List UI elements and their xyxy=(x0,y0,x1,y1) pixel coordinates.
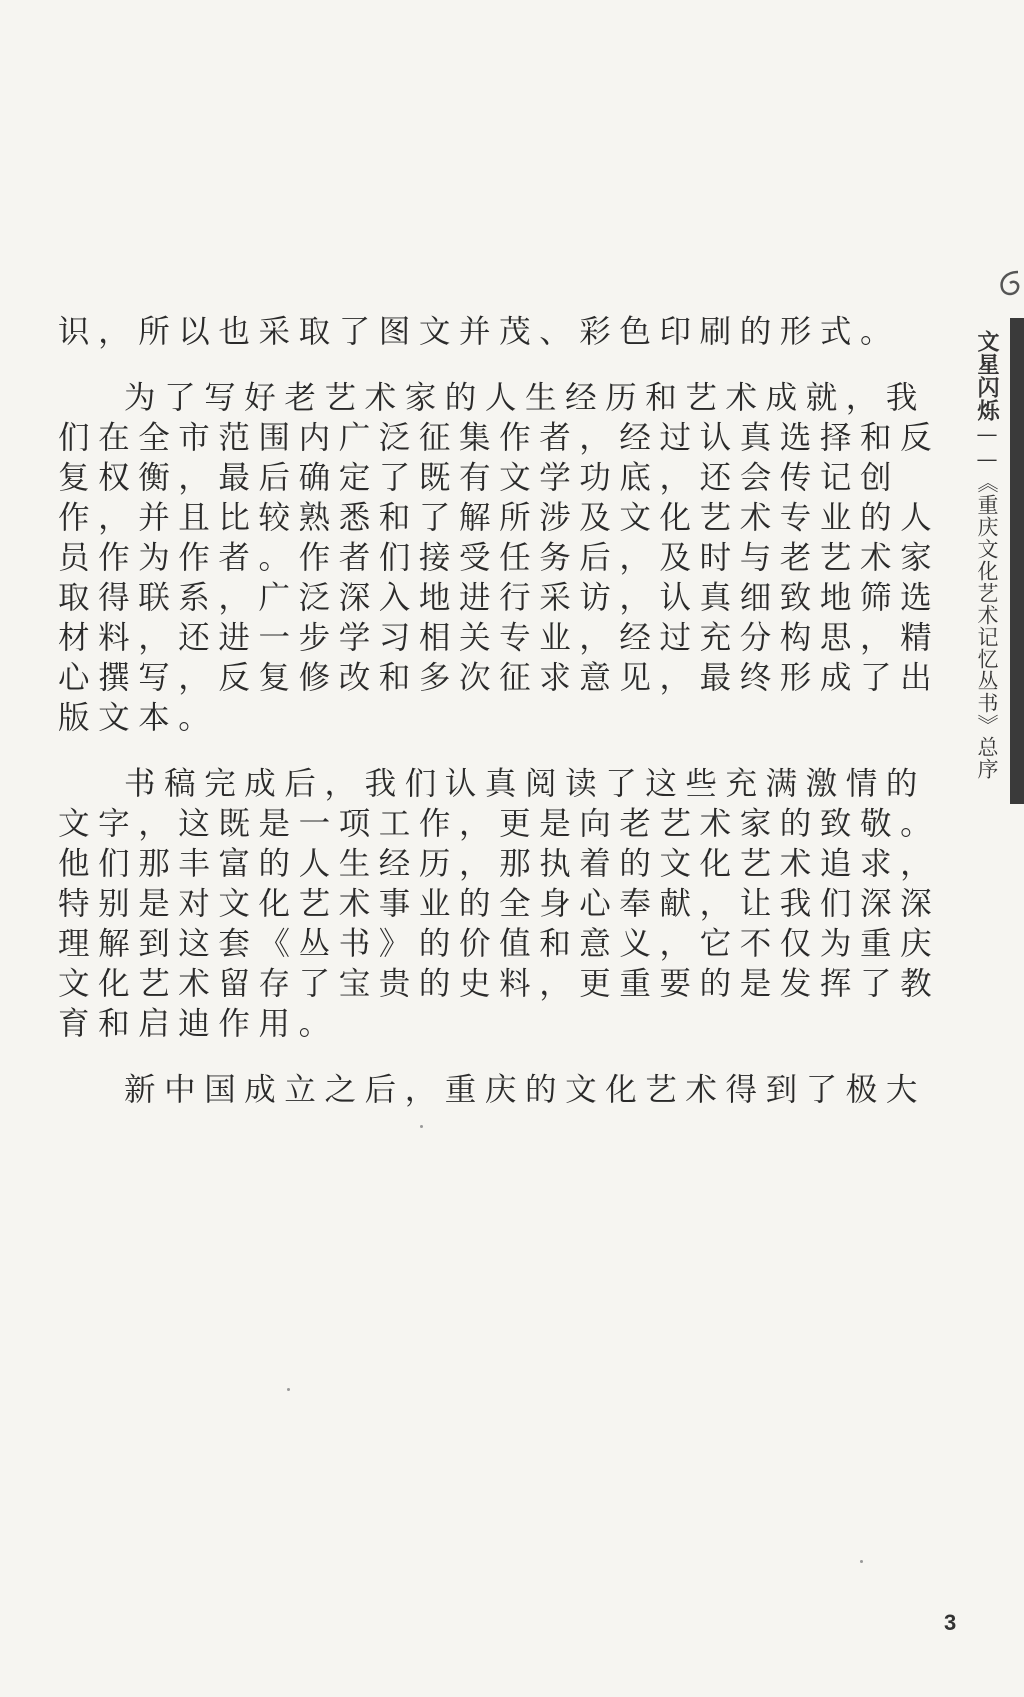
running-head-series: 文星闪烁 xyxy=(974,330,1000,422)
text-line: 作，并且比较熟悉和了解所涉及文化艺术专业的人 xyxy=(58,500,941,536)
running-head-dash: —— xyxy=(975,422,999,472)
text-line: 取得联系，广泛深入地进行采访，认真细致地筛选 xyxy=(58,580,941,616)
page-number: 3 xyxy=(944,1610,957,1635)
text-line: 特别是对文化艺术事业的全身心奉献，让我们深深 xyxy=(58,886,941,922)
side-tab-strip xyxy=(1010,318,1024,804)
text-line: 文字，这既是一项工作，更是向老艺术家的致敬。 xyxy=(58,806,941,842)
curl-ornament-icon xyxy=(996,268,1022,300)
text-line: 他们那丰富的人生经历，那执着的文化艺术追求， xyxy=(58,846,941,882)
running-head-book: 《重庆文化艺术记忆丛书》总序 xyxy=(975,472,999,780)
text-line: 育和启迪作用。 xyxy=(58,1006,339,1042)
text-line: 们在全市范围内广泛征集作者，经过认真选择和反 xyxy=(58,420,941,456)
paper-speck xyxy=(287,1388,290,1391)
text-line: 复权衡，最后确定了既有文学功底，还会传记创 xyxy=(58,460,901,496)
running-head xyxy=(972,330,1002,780)
text-line: 书稿完成后，我们认真阅读了这些充满激情的 xyxy=(124,766,927,802)
paper-speck xyxy=(860,1560,863,1563)
text-line: 文化艺术留存了宝贵的史料，更重要的是发挥了教 xyxy=(58,966,941,1002)
text-line: 材料，还进一步学习相关专业，经过充分构思，精 xyxy=(58,620,941,656)
text-line: 心撰写，反复修改和多次征求意见，最终形成了出 xyxy=(58,660,941,696)
text-line: 识，所以也采取了图文并茂、彩色印刷的形式。 xyxy=(58,314,901,350)
text-line: 员作为作者。作者们接受任务后，及时与老艺术家 xyxy=(58,540,941,576)
text-line: 新中国成立之后，重庆的文化艺术得到了极大 xyxy=(124,1072,927,1108)
text-line: 版文本。 xyxy=(58,700,219,736)
text-line: 理解到这套《丛书》的价值和意义，它不仅为重庆 xyxy=(58,926,941,962)
text-line: 为了写好老艺术家的人生经历和艺术成就，我 xyxy=(124,380,927,416)
body-text xyxy=(58,312,941,1110)
paper-speck xyxy=(420,1125,423,1128)
